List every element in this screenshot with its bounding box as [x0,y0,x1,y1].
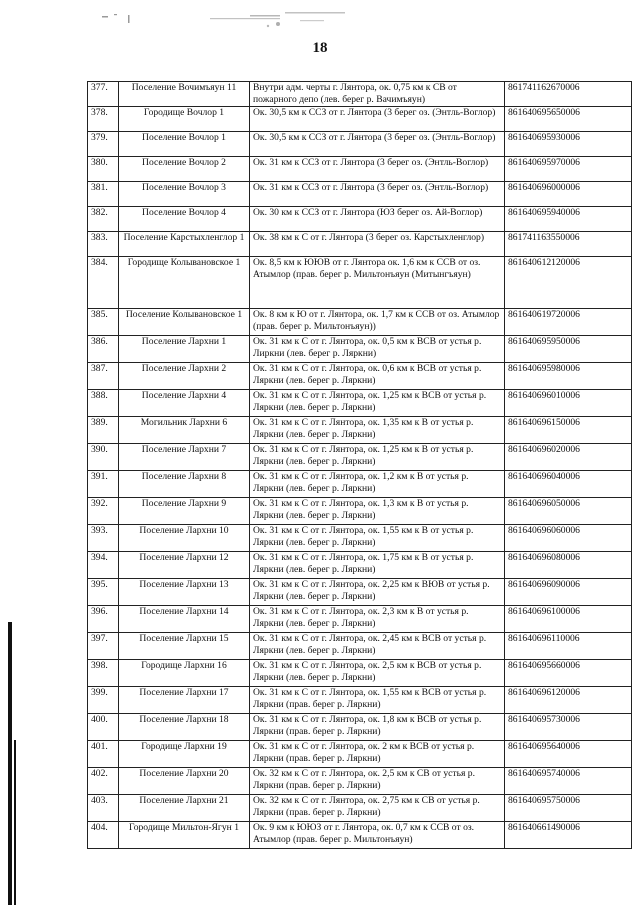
table-row [88,768,632,795]
site-name: Поселение Лархни 9 [119,498,250,525]
table-row [88,795,632,822]
site-location: Ок. 31 км к С от г. Лянтора, ок. 1,75 км к В от устья р. Ляркни (лев. берег р. Ляркни) [250,552,505,579]
site-location: Ок. 31 км к С от г. Лянтора, ок. 2,3 км к В от устья р. Ляркни (лев. берег р. Ляркни) [250,606,505,633]
site-name: Могильник Лархни 6 [119,417,250,444]
row-number: 389. [88,417,119,444]
row-number: 378. [88,107,119,132]
site-name: Городище Вочлор 1 [119,107,250,132]
site-location: Ок. 31 км к ССЗ от г. Лянтора (3 берег оз. (Энтль-Воглор) [250,157,505,182]
row-number: 403. [88,795,119,822]
site-name: Поселение Вочлор 1 [119,132,250,157]
registry-code: 861640696000006 [505,182,632,207]
row-number: 380. [88,157,119,182]
row-number: 392. [88,498,119,525]
table-row [88,660,632,687]
site-location: Ок. 31 км к С от г. Лянтора, ок. 0,5 км к ВСВ от устья р. Лиркни (лев. берег р. Ляркни) [250,336,505,363]
site-name: Поселение Лархни 4 [119,390,250,417]
registry-code: 861640696040006 [505,471,632,498]
row-number: 385. [88,309,119,336]
site-name: Поселение Лархни 1 [119,336,250,363]
table-row [88,157,632,182]
site-name: Поселение Колывановское 1 [119,309,250,336]
scan-edge-bar [8,622,12,905]
site-location: Ок. 31 км к ССЗ от г. Лянтора (3 берег оз. (Энтль-Воглор) [250,182,505,207]
registry-code: 861640661490006 [505,822,632,849]
table-row [88,390,632,417]
site-name: Поселение Лархни 21 [119,795,250,822]
row-number: 377. [88,82,119,107]
site-name: Поселение Вочлор 3 [119,182,250,207]
site-name: Поселение Вочимъяун 11 [119,82,250,107]
site-location: Ок. 31 км к С от г. Лянтора, ок. 1,55 км к В от устья р. Ляркни (лев. берег р. Ляркни) [250,525,505,552]
registry-code: 861640695650006 [505,107,632,132]
site-location: Ок. 31 км к С от г. Лянтора, ок. 1,8 км к ВСВ от устья р. Ляркни (прав. берег р. Ляркни) [250,714,505,741]
registry-code: 861640696110006 [505,633,632,660]
site-name: Поселение Лархни 13 [119,579,250,606]
heritage-sites-table [87,81,632,849]
registry-code: 861640695730006 [505,714,632,741]
registry-code: 861640696010006 [505,390,632,417]
table-row [88,471,632,498]
table-row [88,633,632,660]
registry-code: 861640696090006 [505,579,632,606]
site-location: Ок. 31 км к С от г. Лянтора, ок. 2,45 км к ВСВ от устья р. Ляркни (лев. берег р. Ляркни) [250,633,505,660]
registry-code: 861640695750006 [505,795,632,822]
site-location: Ок. 30,5 км к ССЗ от г. Лянтора (3 берег оз. (Энтль-Воглор) [250,107,505,132]
registry-code: 861640696120006 [505,687,632,714]
site-name: Поселение Лархни 18 [119,714,250,741]
row-number: 398. [88,660,119,687]
registry-code: 861640619720006 [505,309,632,336]
site-name: Поселение Вочлор 2 [119,157,250,182]
site-location: Ок. 31 км к С от г. Лянтора, ок. 2 км к ВСВ от устья р. Ляркни (прав. берег р. Ляркни) [250,741,505,768]
table-row [88,232,632,257]
site-location: Ок. 31 км к С от г. Лянтора, ок. 1,55 км к ВСВ от устья р. Ляркни (прав. берег р. Ляркни) [250,687,505,714]
table-row [88,714,632,741]
site-name: Городище Колывановское 1 [119,257,250,309]
site-name: Поселение Лархни 10 [119,525,250,552]
registry-code: 861640696100006 [505,606,632,633]
row-number: 397. [88,633,119,660]
table-row [88,336,632,363]
site-name: Поселение Лархни 14 [119,606,250,633]
table-row [88,107,632,132]
row-number: 394. [88,552,119,579]
table-row [88,822,632,849]
table-row [88,417,632,444]
table-row [88,444,632,471]
row-number: 384. [88,257,119,309]
table-row [88,606,632,633]
registry-code: 861640695740006 [505,768,632,795]
site-name: Городище Мильтон-Ягун 1 [119,822,250,849]
row-number: 387. [88,363,119,390]
site-location: Ок. 30,5 км к ССЗ от г. Лянтора (3 берег оз. (Энтль-Воглор) [250,132,505,157]
row-number: 388. [88,390,119,417]
registry-code: 861640696080006 [505,552,632,579]
site-name: Поселение Лархни 2 [119,363,250,390]
site-location: Ок. 32 км к С от г. Лянтора, ок. 2,75 км к СВ от устья р. Ляркни (прав. берег р. Ляркни) [250,795,505,822]
scan-artifact-marks [100,6,400,30]
table-row [88,687,632,714]
site-name: Городище Лархни 19 [119,741,250,768]
row-number: 396. [88,606,119,633]
site-location: Ок. 31 км к С от г. Лянтора, ок. 0,6 км к ВСВ от устья р. Ляркни (лев. берег р. Ляркни) [250,363,505,390]
site-name: Поселение Лархни 7 [119,444,250,471]
site-location: Ок. 31 км к С от г. Лянтора, ок. 1,25 км к ВСВ от устья р. Ляркни (лев. берег р. Ляркни) [250,390,505,417]
table-row [88,498,632,525]
table-row [88,552,632,579]
row-number: 382. [88,207,119,232]
table-row [88,257,632,309]
site-name: Поселение Карстыхленглор 1 [119,232,250,257]
row-number: 383. [88,232,119,257]
site-location: Ок. 38 км к С от г. Лянтора (3 берег оз. Карстыхленглор) [250,232,505,257]
row-number: 401. [88,741,119,768]
row-number: 404. [88,822,119,849]
registry-code: 861640696020006 [505,444,632,471]
table-row [88,207,632,232]
site-name: Поселение Лархни 15 [119,633,250,660]
registry-code: 861640695640006 [505,741,632,768]
page-number: 18 [312,40,328,56]
site-location: Ок. 31 км к С от г. Лянтора, ок. 1,25 км к В от устья р. Ляркни (лев. берег р. Ляркни) [250,444,505,471]
site-location: Ок. 31 км к С от г. Лянтора, ок. 2,5 км к ВСВ от устья р. Ляркни (лев. берег р. Ляркни) [250,660,505,687]
site-location: Ок. 31 км к С от г. Лянтора, ок. 1,35 км к В от устья р. Ляркни (лев. берег р. Ляркни) [250,417,505,444]
site-location: Ок. 32 км к С от г. Лянтора, ок. 2,5 км к СВ от устья р. Ляркни (прав. берег р. Ляркни) [250,768,505,795]
registry-code: 861640696050006 [505,498,632,525]
site-location: Ок. 31 км к С от г. Лянтора, ок. 2,25 км к ВЮВ от устья р. Ляркни (лев. берег р. Ляркни) [250,579,505,606]
row-number: 391. [88,471,119,498]
row-number: 399. [88,687,119,714]
row-number: 390. [88,444,119,471]
row-number: 400. [88,714,119,741]
table-row [88,182,632,207]
table-row [88,363,632,390]
row-number: 393. [88,525,119,552]
table-row [88,525,632,552]
site-location: Ок. 8 км к Ю от г. Лянтора, ок. 1,7 км к ССВ от оз. Атымлор (прав. берег р. Мильтонъяун)) [250,309,505,336]
site-location: Внутри адм. черты г. Лянтора, ок. 0,75 км к СВ от пожарного депо (лев. берег р. Вачимъяун) [250,82,505,107]
site-name: Городище Лархни 16 [119,660,250,687]
table-row [88,132,632,157]
site-name: Поселение Лархни 17 [119,687,250,714]
registry-code: 861640695980006 [505,363,632,390]
row-number: 381. [88,182,119,207]
site-name: Поселение Лархни 12 [119,552,250,579]
registry-code: 861640695950006 [505,336,632,363]
scan-edge-bar [14,740,16,905]
row-number: 386. [88,336,119,363]
table-row [88,82,632,107]
registry-code: 861640695660006 [505,660,632,687]
registry-code: 861640695930006 [505,132,632,157]
site-location: Ок. 31 км к С от г. Лянтора, ок. 1,3 км к В от устья р. Ляркни (лев. берег р. Ляркни) [250,498,505,525]
table-row [88,579,632,606]
table-row [88,741,632,768]
site-location: Ок. 8,5 км к ЮЮВ от г. Лянтора ок. 1,6 км к ССВ от оз. Атымлор (прав. берег р. Мильтонъяун (Митынгъяун) [250,257,505,309]
registry-code: 861741163550006 [505,232,632,257]
site-location: Ок. 31 км к С от г. Лянтора, ок. 1,2 км к В от устья р. Ляркни (лев. берег р. Ляркни) [250,471,505,498]
site-name: Поселение Вочлор 4 [119,207,250,232]
registry-code: 861640695940006 [505,207,632,232]
site-location: Ок. 9 км к ЮЮЗ от г. Лянтора, ок. 0,7 км к ССВ от оз. Атымлор (прав. берег р. Мильтонъяун) [250,822,505,849]
registry-code: 861640612120006 [505,257,632,309]
site-location: Ок. 30 км к ССЗ от г. Лянтора (ЮЗ берег оз. Ай-Воглор) [250,207,505,232]
registry-code: 861741162670006 [505,82,632,107]
site-name: Поселение Лархни 8 [119,471,250,498]
row-number: 402. [88,768,119,795]
table-row [88,309,632,336]
registry-code: 861640695970006 [505,157,632,182]
row-number: 379. [88,132,119,157]
registry-code: 861640696150006 [505,417,632,444]
row-number: 395. [88,579,119,606]
registry-code: 861640696060006 [505,525,632,552]
site-name: Поселение Лархни 20 [119,768,250,795]
